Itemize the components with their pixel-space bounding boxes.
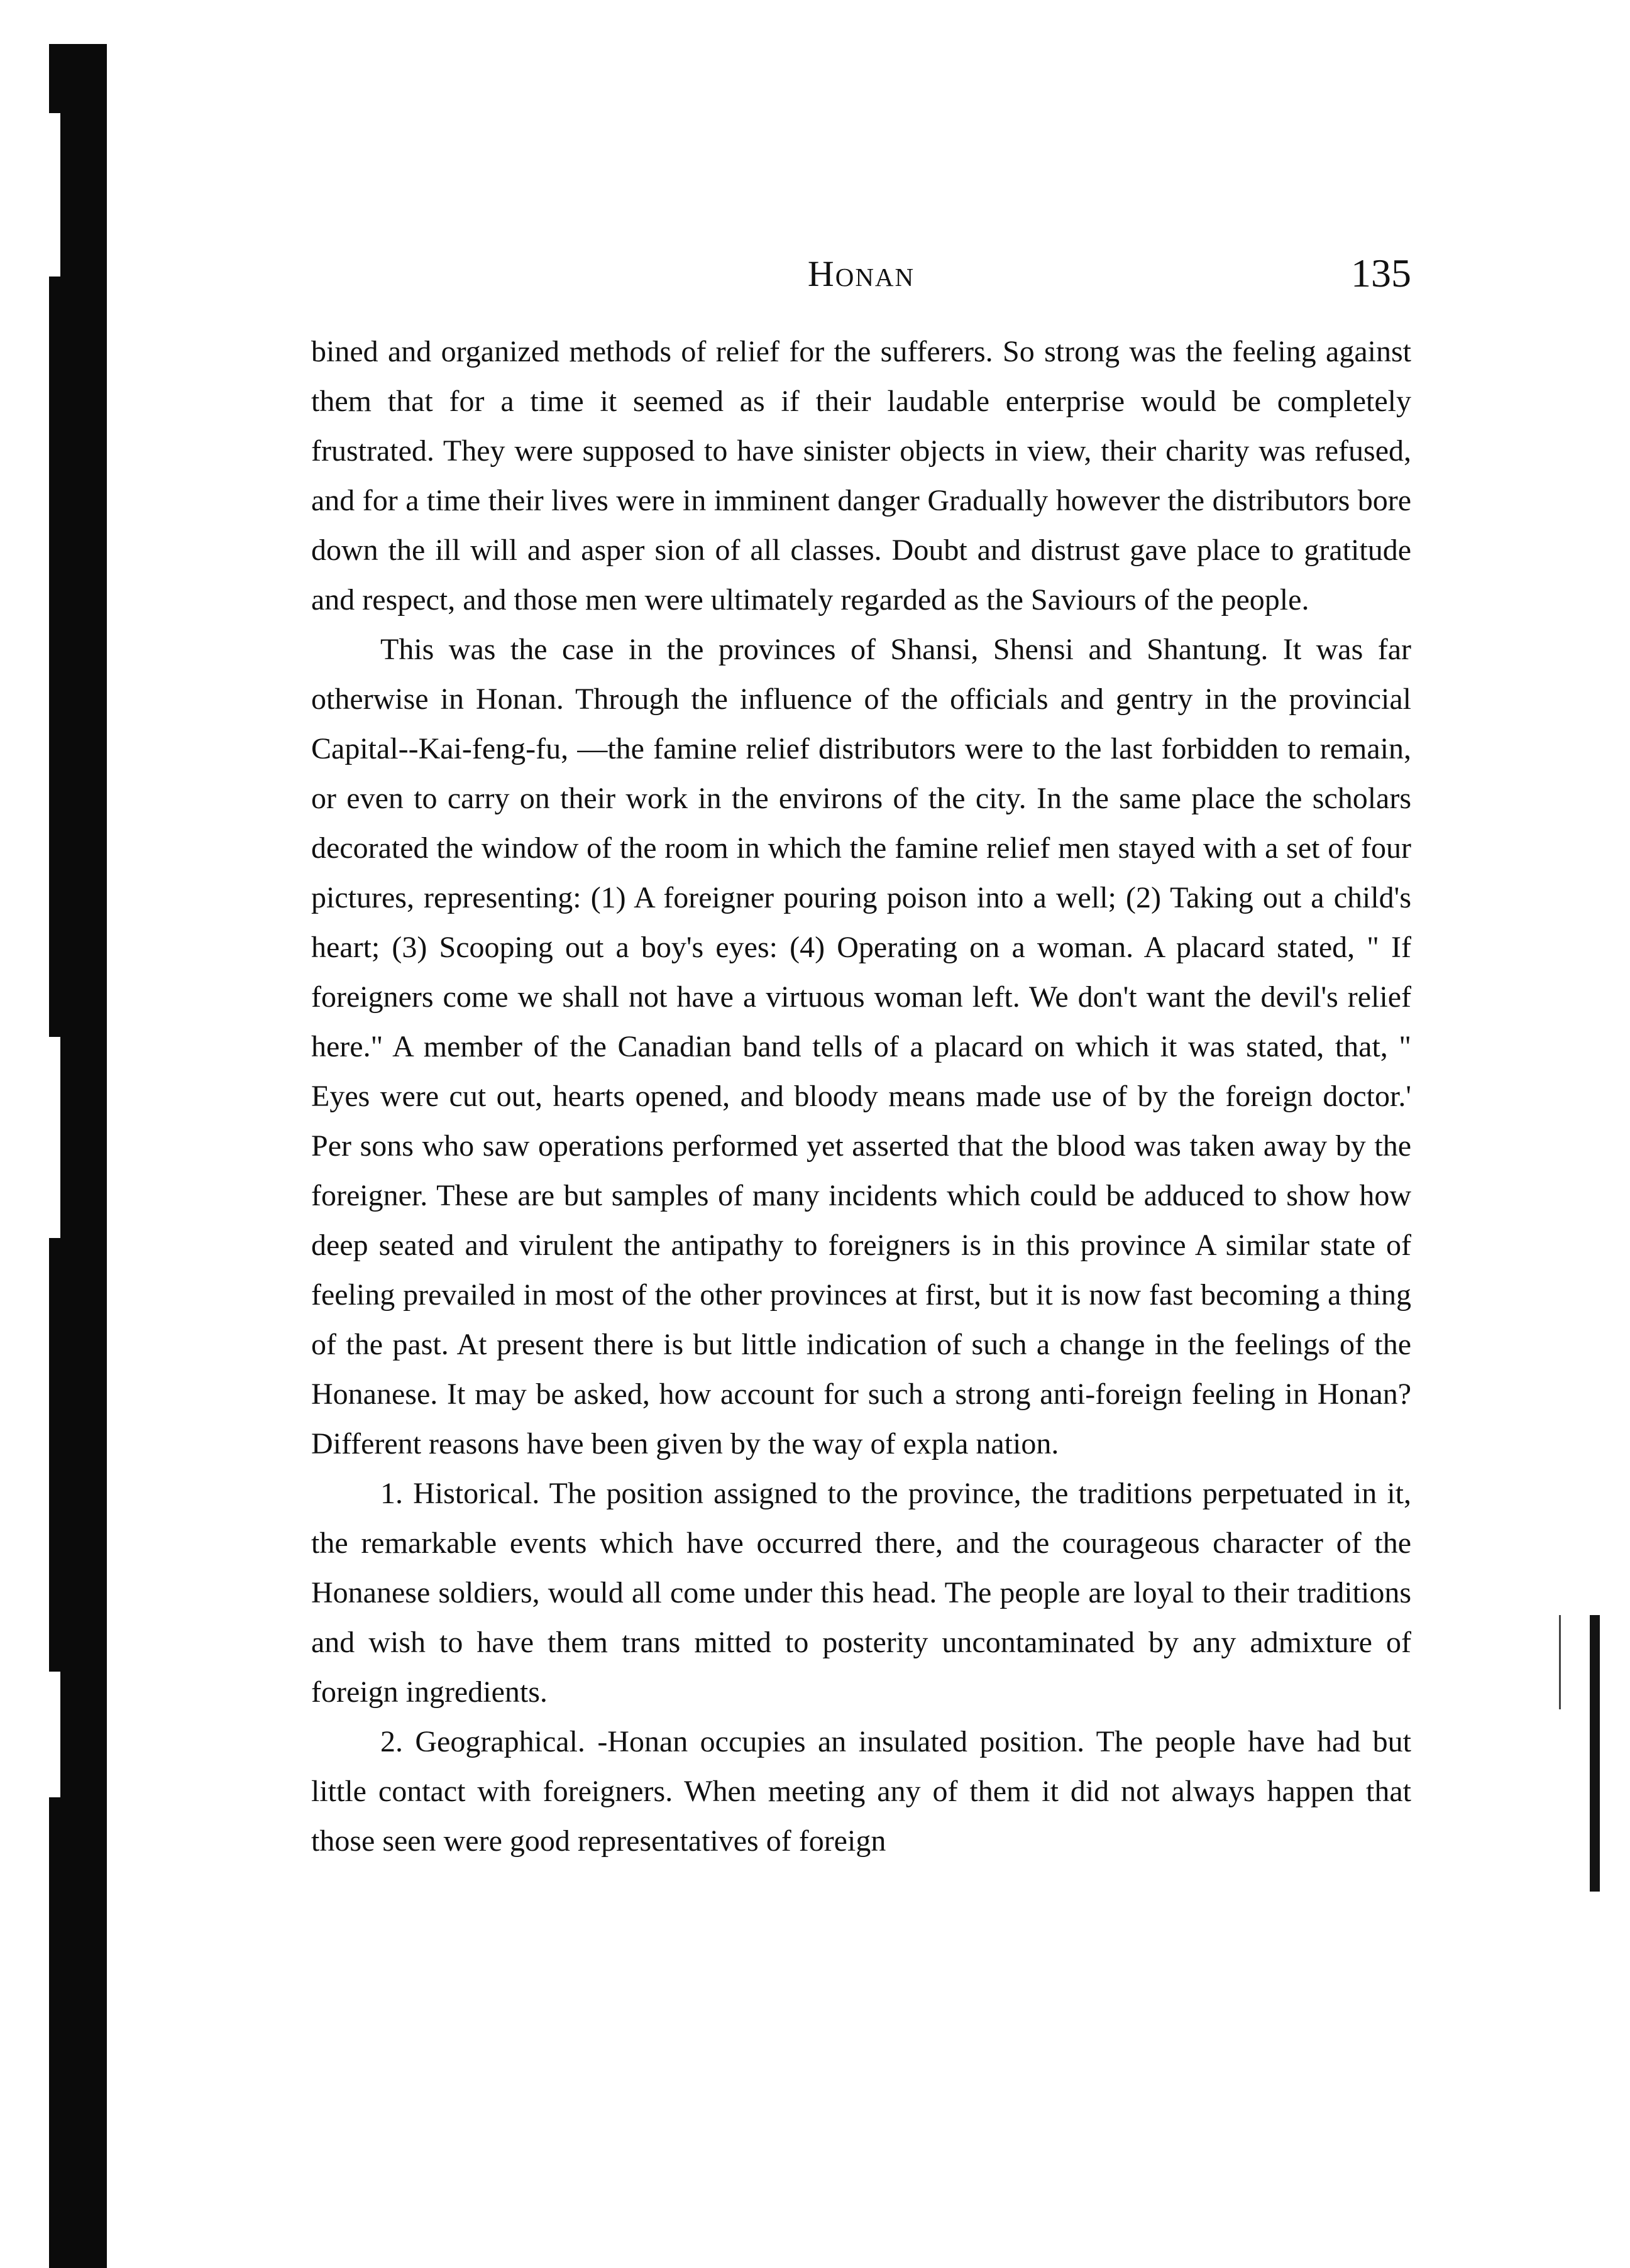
paragraph: 1. Historical. The position assigned to the province, the traditions perpetuated in it, the remarkable events which have occurred there, and the courageous character of the Honanese soldiers, would all come under this head. The people are loyal to their traditions and wish to have them trans mitted to posterity uncontaminated by any admixture of foreign ingredients.	[311, 1477, 1411, 1709]
paragraph: 2. Geographical. -Honan occupies an insulated position. The people have had but little contact with foreigners. When meeting any of them it did not always happen that those seen were good representatives of foreign	[311, 1725, 1411, 1858]
page-header	[311, 245, 1411, 314]
paragraph: bined and organized methods of relief for the sufferers. So strong was the feeling against them that for a time it seemed as if their laudable enterprise would be completely frustrated. They were supposed to have sinister objects in view, their charity was refused, and for a time their lives were in imminent danger Gradually however the distributors bore down the ill will and asper sion of all classes. Doubt and distrust gave place to gratitude and respect, and those men were ultimately regarded as the Saviours of the people.	[311, 335, 1411, 616]
binding-edge-notch	[49, 1672, 60, 1797]
body-text	[311, 327, 1411, 1866]
binding-edge-notch	[49, 1037, 60, 1238]
running-head: Honan	[807, 253, 915, 294]
paragraph: This was the case in the provinces of Shansi, Shensi and Shantung. It was far otherwise in Honan. Through the influence of the officials and gentry in the provincial Capital--Kai-feng-fu, —the famine relief distributors were to the last forbidden to remain, or even to carry on their work in the environs of the city. In the same place the scholars decorated the window of the room in which the famine relief men stayed with a set of four pictures, representing: (1) A foreigner pouring poison into a well; (2) Taking out a child's heart; (3) Scooping out a boy's eyes: (4) Operating on a woman. A placard stated, " If foreigners come we shall not have a virtuous woman left. We don't want the devil's relief here." A member of the Canadian band tells of a placard on which it was stated, that, " Eyes were cut out, hearts opened, and bloody means made use of by the foreign doctor.' Per sons who saw operations performed yet asserted that the blood was taken away by the foreigner. These are but samples of many incidents which could be adduced to show how deep seated and virulent the antipathy to foreigners is in this province A similar state of feeling prevailed in most of the other provinces at first, but it is now fast becoming a thing of the past. At present there is but little indication of such a change in the feelings of the Honanese. It may be asked, how account for such a strong anti-foreign feeling in Honan? Different reasons have been given by the way of expla nation.	[311, 633, 1411, 1460]
page-edge-rule	[1590, 1615, 1600, 1892]
page-edge-rule-thin	[1559, 1615, 1561, 1709]
page-number: 135	[1351, 251, 1411, 295]
binding-edge-notch	[49, 113, 60, 277]
